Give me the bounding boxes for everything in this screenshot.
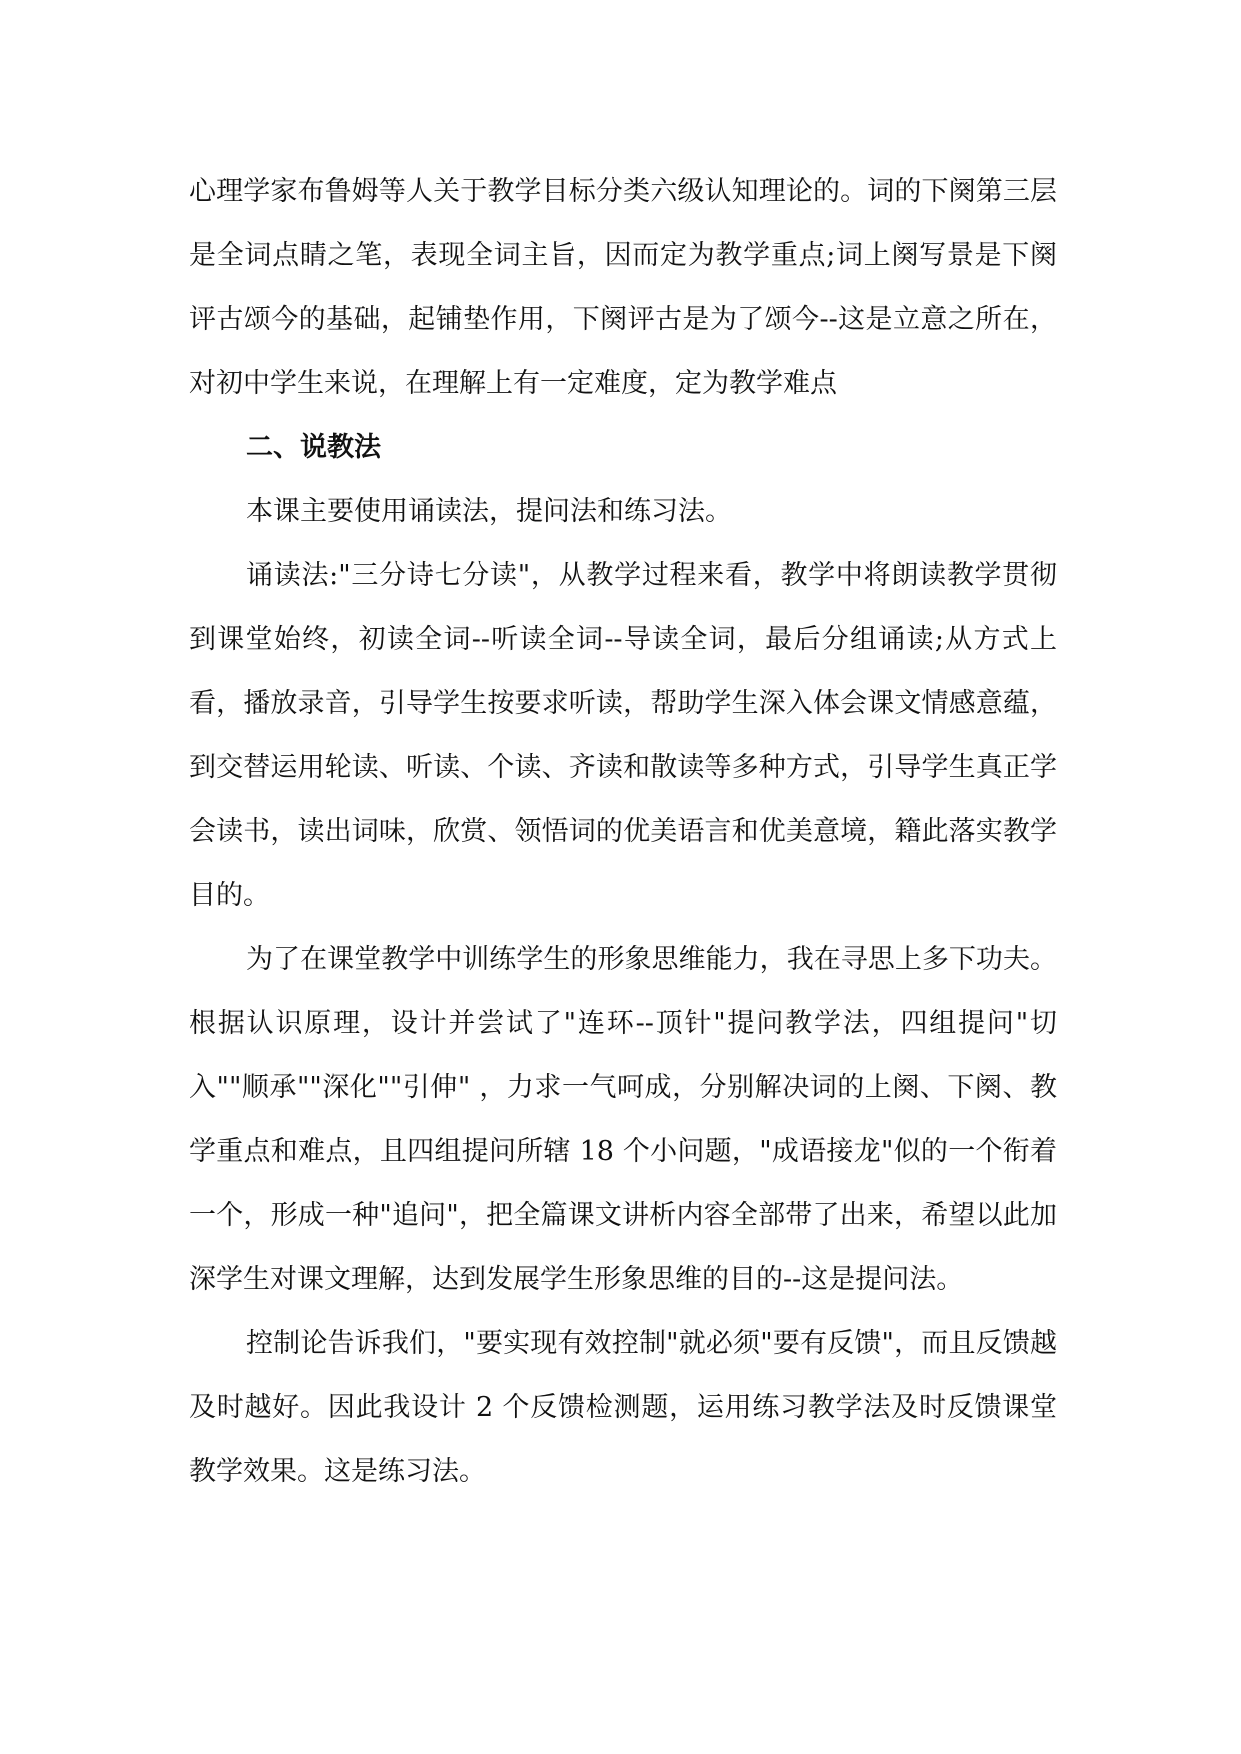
section-heading-teaching-methods: 二、说教法 — [246, 432, 381, 463]
paragraph-practice-method: 控制论告诉我们，"要实现有效控制"就必须"要有反馈"，而且反馈越及时越好。因此我设计 2 个反馈检测题，运用练习教学法及时反馈课堂教学效果。这是练习法。 — [189, 1328, 1057, 1487]
document-body — [189, 160, 1057, 1504]
paragraph-methods-overview: 本课主要使用诵读法，提问法和练习法。 — [246, 496, 732, 527]
paragraph-objectives-rationale: 心理学家布鲁姆等人关于教学目标分类六级认知理论的。词的下阕第三层是全词点睛之笔，表现全词主旨，因而定为教学重点;词上阕写景是下阕评古颂今的基础，起铺垫作用，下阕评古是为了颂今--这是立意之所在，对初中学生来说，在理解上有一定难度，定为教学难点 — [189, 176, 1057, 399]
paragraph-questioning-method: 为了在课堂教学中训练学生的形象思维能力，我在寻思上多下功夫。根据认识原理，设计并尝试了"连环--顶针"提问教学法，四组提问"切入""顺承""深化""引伸" ，力求一气呵成，分别解决词的上阕、下阕、教学重点和难点，且四组提问所辖 18 个小问题，"成语接龙"似的一个衔着一个，形成一种"追问"，把全篇课文讲析内容全部带了出来，希望以此加深学生对课文理解，达到发展学生形象思维的目的--这是提问法。 — [189, 944, 1057, 1295]
paragraph-recitation-method: 诵读法:"三分诗七分读"，从教学过程来看，教学中将朗读教学贯彻到课堂始终，初读全词--听读全词--导读全词，最后分组诵读;从方式上看，播放录音，引导学生按要求听读，帮助学生深入体会课文情感意蕴，到交替运用轮读、听读、个读、齐读和散读等多种方式，引导学生真正学会读书，读出词味，欣赏、领悟词的优美语言和优美意境，籍此落实教学目的。 — [189, 560, 1057, 911]
